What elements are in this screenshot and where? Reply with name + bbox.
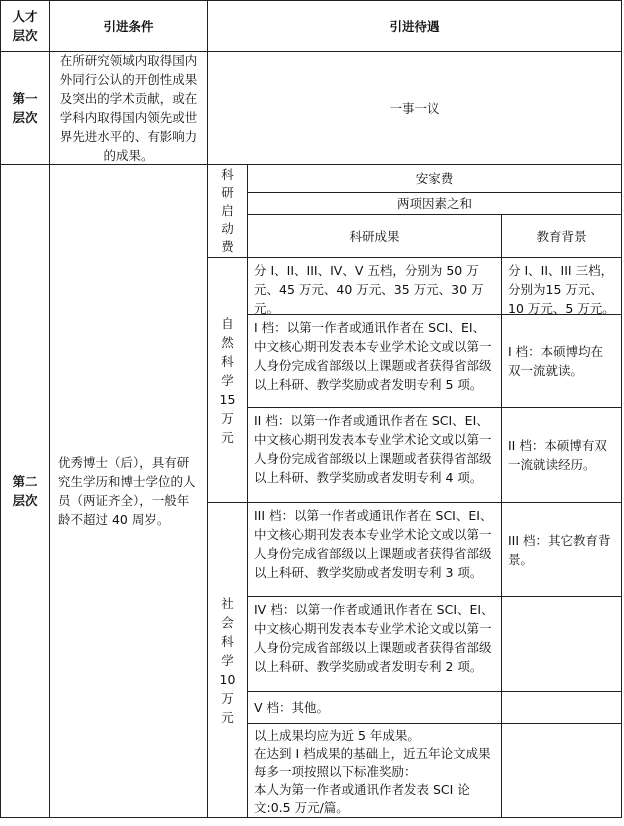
research-row: I 档：以第一作者或通讯作者在 SCI、EI、中文核心期刊发表本专业学术论文或以第一人身份完成省部级以上课题或者获得省部级以上科研、教学奖励或者发明专利 5 项。 [247,314,502,408]
tier2-level: 第二 层次 [0,164,50,818]
tier2-conditions: 优秀博士（后），具有研究生学历和博士学位的人员（两证齐全），一般年龄不超过 40 周岁。 [49,164,208,818]
edu-empty [501,723,622,818]
sum-label: 两项因素之和 [247,192,622,215]
edu-row: III 档：其它教育背景。 [501,502,622,597]
note-line: 本人为第一作者或通讯作者发表 SCI 论文:0.5 万元/篇。 [254,782,470,815]
header-benefits: 引进待遇 [207,0,622,52]
tier1-conditions: 在所研究领域内取得国内外同行公认的开创性成果及突出的学术贡献，或在学科内取得国内领先或世界先进水平的、有影响力的成果。 [49,51,208,165]
research-row: III 档：以第一作者或通讯作者在 SCI、EI、中文核心期刊发表本专业学术论文或以第一人身份完成省部级以上课题或者获得省部级以上科研、教学奖励或者发明专利 3 项。 [247,502,502,597]
header-conditions: 引进条件 [49,0,208,52]
note-line: 在达到 I 档成果的基础上，近五年论文成果每多一项按照以下标准奖励： [254,746,491,779]
edu-row: 分 I、II、III 三档，分别为15 万元、10 万元、5 万元。 [501,257,622,315]
achievement-note [247,723,502,818]
research-row: IV 档：以第一作者或通讯作者在 SCI、EI、中文核心期刊发表本专业学术论文或以第一人身份完成省部级以上课题或者获得省部级以上科研、教学奖励或者发明专利 2 项。 [247,596,502,692]
edu-empty [501,691,622,724]
research-header: 科研成果 [247,214,502,258]
startup-fee-label: 科 研 启 动 费 [207,164,248,258]
social-science-label: 社 会 科 学 10 万 元 [207,502,248,818]
natural-science-label: 自 然 科 学 15 万 元 [207,257,248,503]
tier1-benefits: 一事一议 [207,51,622,165]
tier1-level: 第一 层次 [0,51,50,165]
edu-row: II 档：本硕博有双一流就读经历。 [501,407,622,503]
settle-fee: 安家费 [247,164,622,193]
edu-header: 教育背景 [501,214,622,258]
research-row: 分 I、II、III、IV、V 五档，分别为 50 万元、45 万元、40 万元、35 万元、30 万元。 [247,257,502,315]
header-level: 人才 层次 [0,0,50,52]
edu-row: I 档：本硕博均在双一流就读。 [501,314,622,408]
edu-empty [501,596,622,692]
research-row: II 档：以第一作者或通讯作者在 SCI、EI、中文核心期刊发表本专业学术论文或以第一人身份完成省部级以上课题或者获得省部级以上科研、教学奖励或者发明专利 4 项。 [247,407,502,503]
research-row: V 档：其他。 [247,691,502,724]
note-line: 以上成果均应为近 5 年成果。 [254,728,420,743]
